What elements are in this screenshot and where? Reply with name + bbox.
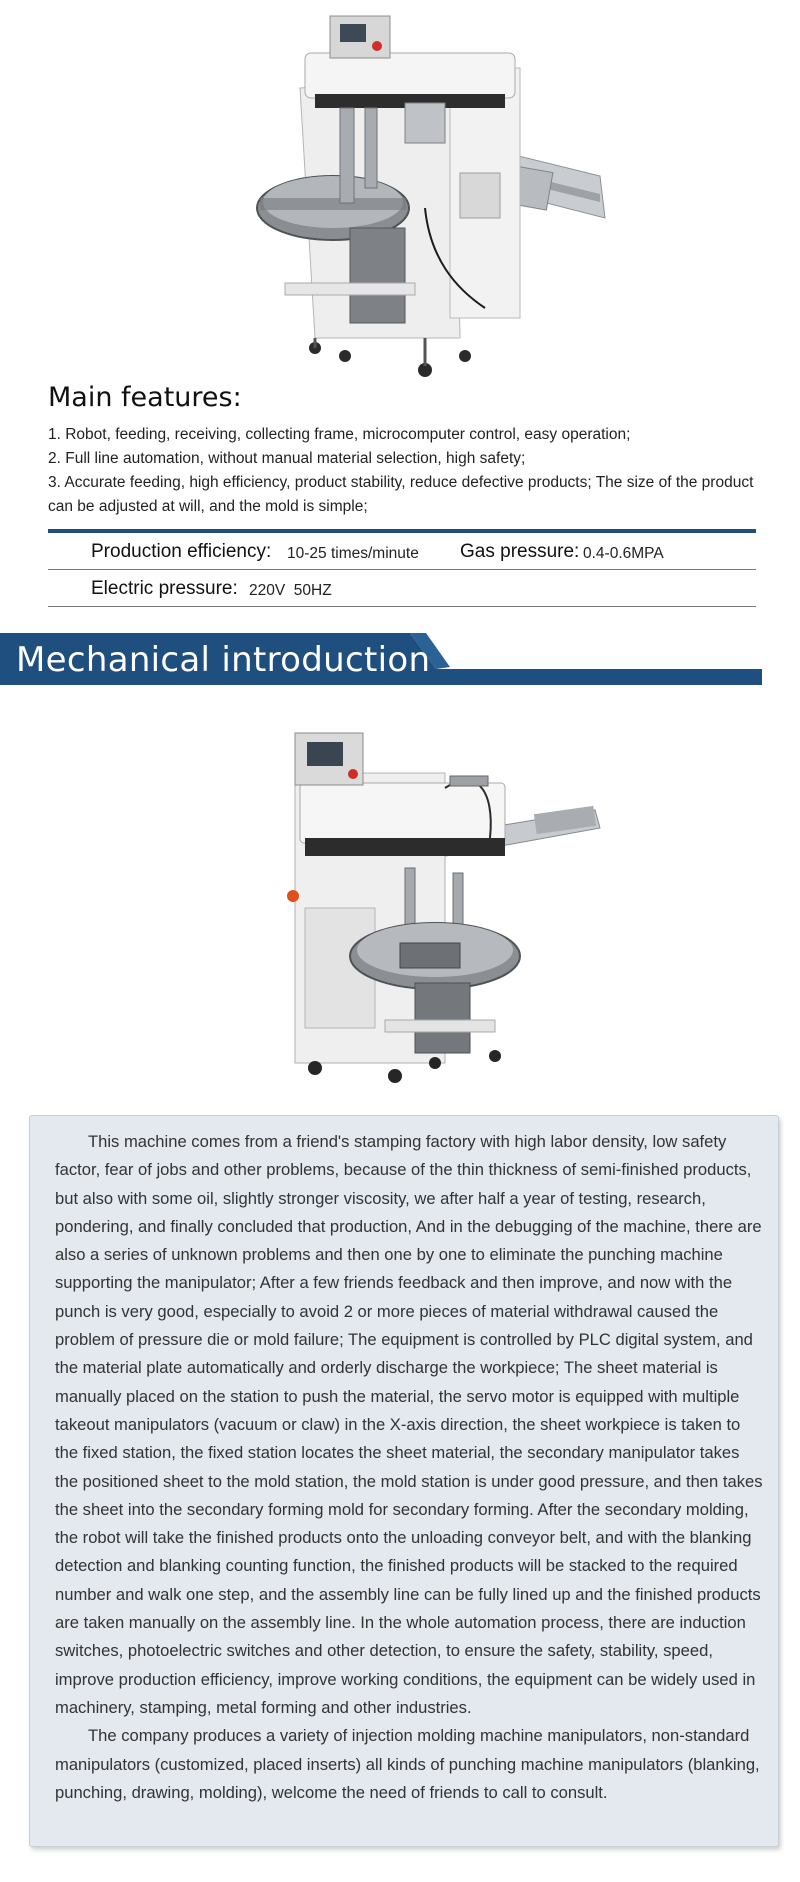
features-title: Main features:	[48, 382, 242, 413]
spec-table	[48, 529, 756, 607]
feature-item: 2. Full line automation, without manual material selection, high safety;	[48, 450, 526, 467]
feature-item: 3. Accurate feeding, high efficiency, product stability, reduce defective products; The size of the product can be adjusted at will, and the mold is simple;	[48, 474, 754, 515]
production-efficiency-label: Production efficiency:	[91, 541, 272, 562]
spec-row-1	[48, 533, 756, 570]
description-paragraph: The company produces a variety of injection molding machine manipulators, non-standard manipulators (customized, placed inserts) all kinds of punching machine manipulators (blanking, punching, drawing, molding), welcome the need of friends to call to consult.	[55, 1726, 760, 1802]
gas-pressure-label: Gas pressure:	[460, 541, 580, 562]
section-title: Mechanical introduction	[16, 640, 431, 680]
section-banner	[0, 633, 800, 691]
features-list	[48, 423, 760, 519]
machine-photo-top	[255, 8, 615, 380]
electric-pressure-value: 220V 50HZ	[249, 582, 332, 599]
electric-pressure-label: Electric pressure:	[91, 578, 238, 599]
spec-row-2	[48, 570, 756, 607]
gas-pressure-value: 0.4-0.6MPA	[583, 545, 664, 562]
description-paragraph: This machine comes from a friend's stamping factory with high labor density, low safety factor, fear of jobs and other problems, because of the thin thickness of semi-finished products, but also with some oil, slightly stronger viscosity, we after half a year of testing, research, pondering, and finally concluded that production, And in the debugging of the machine, there are also a series of unknown problems and then one by one to eliminate the punching machine supporting the manipulator; After a few friends feedback and then improve, and now with the punch is very good, especially to avoid 2 or more pieces of material withdrawal caused the problem of pressure die or mold failure; The equipment is controlled by PLC digital system, and the material plate automatically and orderly discharge the workpiece; The sheet material is manually placed on the station to push the material, the servo motor is equipped with multiple takeout manipulators (vacuum or claw) in the X-axis direction, the sheet workpiece is taken to the fixed station, the fixed station locates the sheet material, the secondary manipulator takes the positioned sheet to the mold station, the mold station is under good pressure, and then takes the sheet into the secondary forming mold for secondary forming. After the secondary molding, the robot will take the finished products onto the unloading conveyor belt, and with the blanking detection and blanking counting function, the finished products will be stacked to the required number and walk one step, and the assembly line can be fully lined up and the finished products are taken manually on the assembly line. In the whole automation process, there are induction switches, photoelectric switches and other detection, to ensure the safety, stability, speed, improve production efficiency, improve working conditions, the equipment can be widely used in machinery, stamping, metal forming and other industries.	[55, 1132, 763, 1717]
production-efficiency-value: 10-25 times/minute	[287, 545, 419, 562]
machine-photo-mechanical	[285, 728, 605, 1088]
description-text	[55, 1128, 765, 1807]
feature-item: 1. Robot, feeding, receiving, collecting frame, microcomputer control, easy operation;	[48, 426, 631, 443]
description-box	[29, 1115, 779, 1847]
